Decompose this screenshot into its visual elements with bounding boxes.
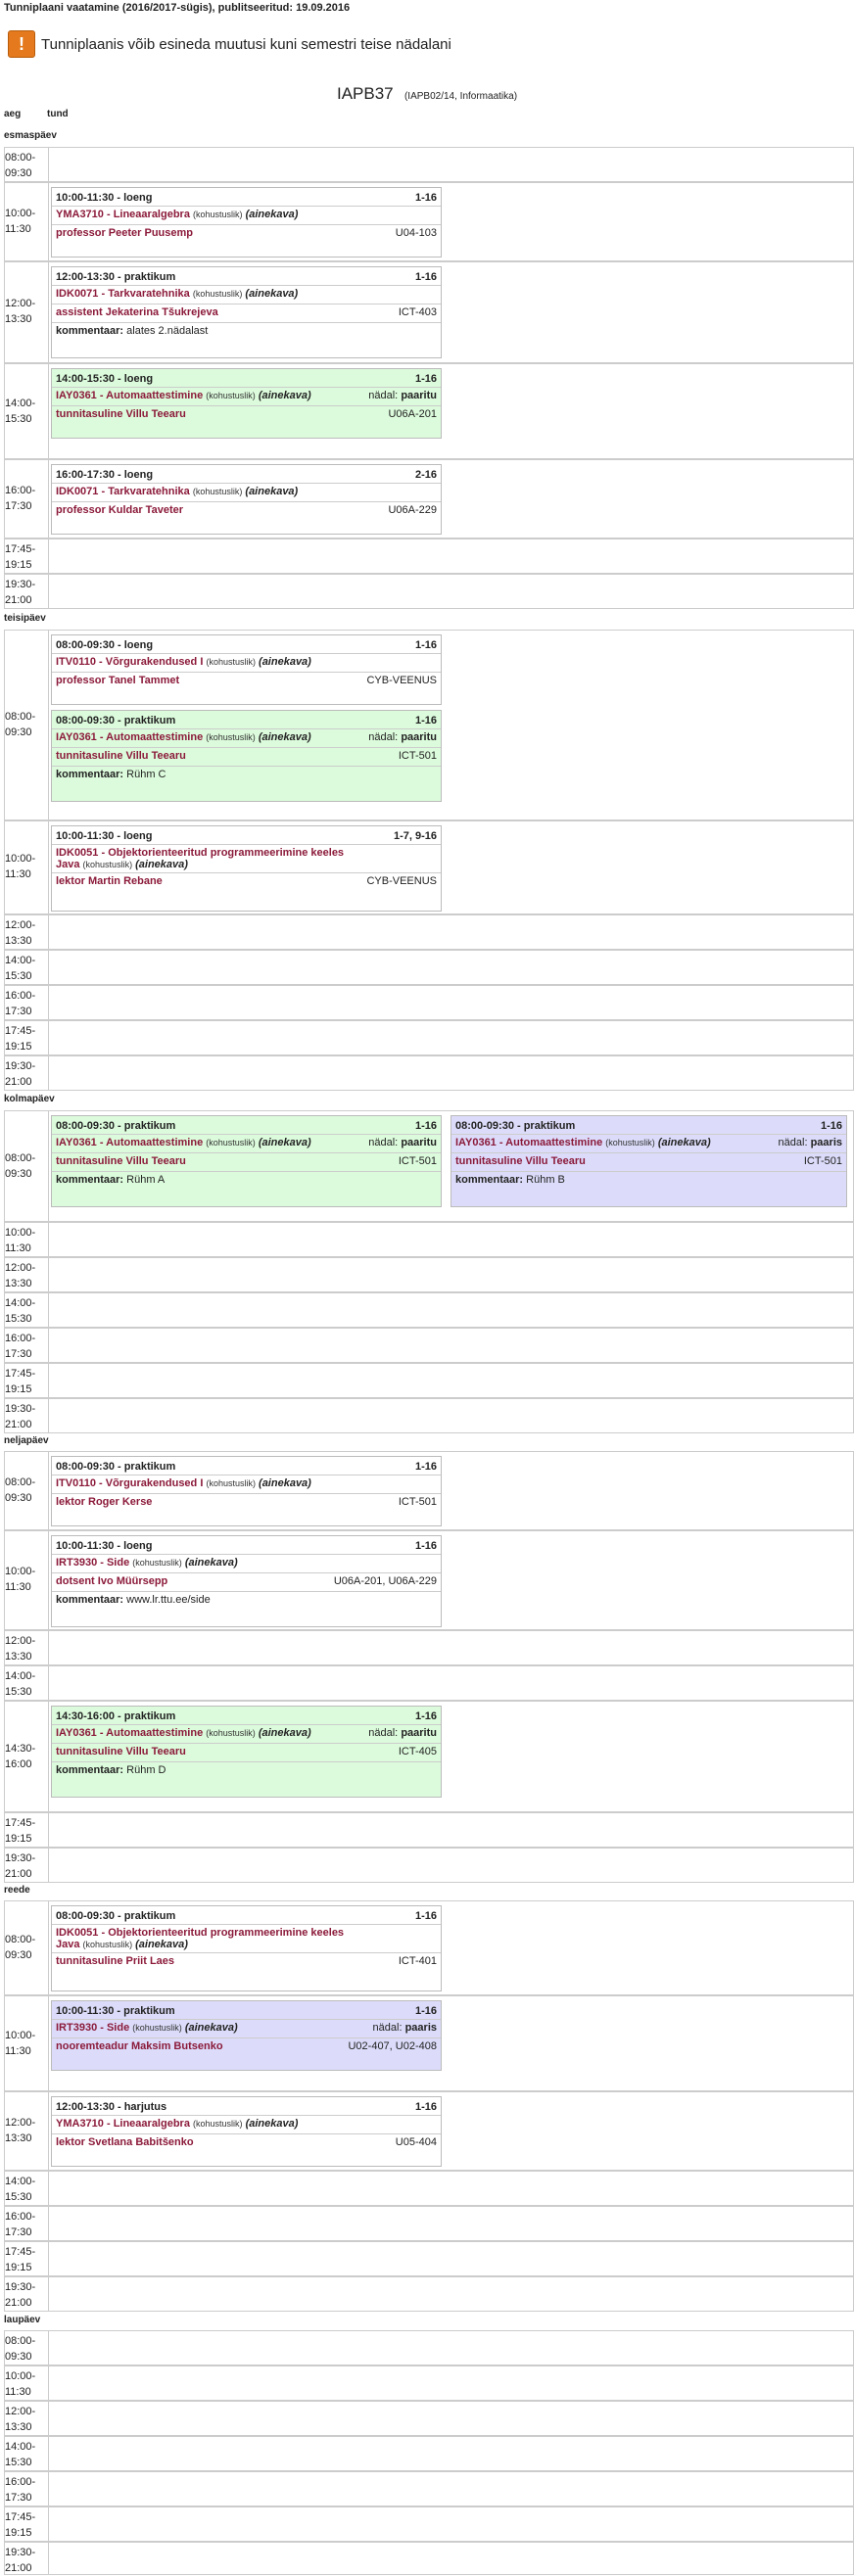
time-row bbox=[4, 914, 854, 950]
notice-text: Tunniplaanis võib esineda muutusi kuni semestri teise nädalani bbox=[41, 35, 451, 53]
time-row bbox=[4, 985, 854, 1020]
comment: alates 2.nädalast bbox=[126, 325, 209, 337]
time-label: 10:00- 11:30 bbox=[5, 1566, 36, 1593]
room: U05-404 bbox=[395, 2136, 437, 2148]
teacher-link[interactable]: lektor Martin Rebane bbox=[56, 875, 163, 887]
lesson-card[interactable]: 16:00-17:30 - loeng 2-16 IDK0071 - Tarkvaratehnika (kohustuslik) (ainekava) professor Kuldar Taveter U06A-229 bbox=[51, 464, 442, 535]
time-label: 12:00- 13:30 bbox=[5, 1635, 36, 1663]
time-label: 14:00- 15:30 bbox=[5, 1297, 36, 1325]
room: CYB-VEENUS bbox=[366, 675, 437, 686]
course-link[interactable]: IAY0361 - Automaattestimine bbox=[56, 731, 204, 743]
course-plan-link[interactable]: (ainekava) bbox=[245, 2118, 299, 2130]
course-plan-link[interactable]: (ainekava) bbox=[135, 1939, 188, 1950]
course-link[interactable]: IAY0361 - Automaattestimine bbox=[56, 1727, 204, 1739]
page-header: Tunniplaani vaatamine (2016/2017-sügis), publitseeritud: 19.09.2016 bbox=[4, 2, 351, 14]
teacher-link[interactable]: dotsent Ivo Müürsepp bbox=[56, 1575, 168, 1587]
day-header-monday: esmaspäev bbox=[4, 130, 57, 141]
time-label: 14:00- 15:30 bbox=[5, 2441, 36, 2468]
course-link[interactable]: ITV0110 - Võrgurakendused I bbox=[56, 656, 204, 668]
time-label: 14:00- 15:30 bbox=[5, 2176, 36, 2203]
time-row bbox=[4, 1848, 854, 1883]
column-time: aeg bbox=[4, 109, 22, 119]
time-row bbox=[4, 1995, 854, 2091]
time-row bbox=[4, 261, 854, 363]
time-row bbox=[4, 1900, 854, 1995]
room: CYB-VEENUS bbox=[366, 875, 437, 887]
time-row bbox=[4, 1812, 854, 1848]
time-row bbox=[4, 1292, 854, 1328]
time-row bbox=[4, 2276, 854, 2312]
teacher-link[interactable]: nooremteadur Maksim Butsenko bbox=[56, 2040, 223, 2052]
week-parity: paaris bbox=[810, 1137, 842, 1148]
room: ICT-501 bbox=[398, 750, 437, 762]
time-label: 08:00- 09:30 bbox=[5, 1934, 36, 1961]
comment-link[interactable]: www.lr.ttu.ee/side bbox=[126, 1594, 211, 1606]
time-label: 19:30- 21:00 bbox=[5, 1060, 36, 1088]
time-label: 10:00- 11:30 bbox=[5, 853, 36, 880]
time-row bbox=[4, 182, 854, 261]
teacher-link[interactable]: lektor Svetlana Babitšenko bbox=[56, 2136, 194, 2148]
time-row bbox=[4, 2091, 854, 2171]
time-label: 17:45- 19:15 bbox=[5, 2246, 36, 2273]
time-row bbox=[4, 539, 854, 574]
time-row bbox=[4, 1110, 854, 1222]
time-label: 19:30- 21:00 bbox=[5, 1403, 36, 1430]
course-link[interactable]: IRT3930 - Side bbox=[56, 1557, 130, 1569]
teacher-link[interactable]: professor Tanel Tammet bbox=[56, 675, 180, 686]
lesson-card[interactable]: 08:00-09:30 - praktikum 1-16 IAY0361 - Automaattestimine (kohustuslik) (ainekava) nädal: paaritu tunnitasuline Villu Teearu ICT-501 kommentaar: Rühm C bbox=[51, 710, 442, 802]
course-link[interactable]: IAY0361 - Automaattestimine bbox=[56, 1137, 204, 1148]
lesson-card[interactable]: 08:00-09:30 - loeng 1-16 ITV0110 - Võrgurakendused I (kohustuslik) (ainekava) professor Tanel Tammet CYB-VEENUS bbox=[51, 634, 442, 705]
course-plan-link[interactable]: (ainekava) bbox=[135, 859, 188, 870]
room: ICT-403 bbox=[398, 306, 437, 318]
notice-banner bbox=[8, 27, 451, 61]
time-label: 17:45- 19:15 bbox=[5, 2511, 36, 2539]
time-row bbox=[4, 2506, 854, 2542]
comment: Rühm A bbox=[126, 1174, 166, 1186]
time-label: 14:00- 15:30 bbox=[5, 1670, 36, 1698]
time-label: 10:00- 11:30 bbox=[5, 1227, 36, 1254]
teacher-link[interactable]: tunnitasuline Villu Teearu bbox=[56, 1155, 186, 1167]
course-plan-link[interactable]: (ainekava) bbox=[184, 1557, 238, 1569]
week-parity: paaritu bbox=[401, 731, 437, 743]
time-row bbox=[4, 2330, 854, 2365]
lesson-card[interactable]: 10:00-11:30 - loeng 1-16 YMA3710 - Lineaaralgebra (kohustuslik) (ainekava) professor Peeter Puusemp U04-103 bbox=[51, 187, 442, 258]
course-link[interactable]: IDK0051 - Objektorienteeritud programmeerimine keeles Java bbox=[56, 1927, 345, 1950]
time-row bbox=[4, 2542, 854, 2575]
course-plan-link[interactable]: (ainekava) bbox=[245, 288, 299, 300]
room: ICT-501 bbox=[398, 1155, 437, 1167]
group-subtitle: (IAPB02/14, Informaatika) bbox=[403, 91, 518, 102]
teacher-link[interactable]: tunnitasuline Villu Teearu bbox=[56, 408, 186, 420]
time-label: 08:00- 09:30 bbox=[5, 152, 36, 179]
time-label: 19:30- 21:00 bbox=[5, 2547, 36, 2574]
course-plan-link[interactable]: (ainekava) bbox=[657, 1137, 711, 1148]
time-row bbox=[4, 1328, 854, 1363]
time-row bbox=[4, 2206, 854, 2241]
course-link[interactable]: IAY0361 - Automaattestimine bbox=[56, 390, 204, 401]
time-label: 12:00- 13:30 bbox=[5, 919, 36, 947]
course-link[interactable]: YMA3710 - Lineaaralgebra bbox=[56, 209, 190, 220]
time-label: 08:00- 09:30 bbox=[5, 711, 36, 738]
day-header-thursday: neljapäev bbox=[4, 1435, 49, 1446]
course-plan-link[interactable]: (ainekava) bbox=[258, 1137, 311, 1148]
teacher-link[interactable]: lektor Roger Kerse bbox=[56, 1496, 153, 1508]
lesson-card[interactable]: 12:00-13:30 - praktikum 1-16 IDK0071 - Tarkvaratehnika (kohustuslik) (ainekava) assistent Jekaterina Tšukrejeva ICT-403 kommentaar: alates 2.nädalast bbox=[51, 266, 442, 358]
time-label: 16:00- 17:30 bbox=[5, 990, 36, 1017]
day-header-wednesday: kolmapäev bbox=[4, 1094, 55, 1104]
time-label: 19:30- 21:00 bbox=[5, 1852, 36, 1880]
time-label: 17:45- 19:15 bbox=[5, 543, 36, 571]
course-link[interactable]: IDK0071 - Tarkvaratehnika bbox=[56, 486, 190, 497]
time-label: 08:00- 09:30 bbox=[5, 2335, 36, 2363]
time-row bbox=[4, 2471, 854, 2506]
time-label: 17:45- 19:15 bbox=[5, 1025, 36, 1053]
comment: Rühm B bbox=[526, 1174, 565, 1186]
warning-icon: ! bbox=[8, 30, 35, 58]
course-plan-link[interactable]: (ainekava) bbox=[245, 486, 299, 497]
time-label: 16:00- 17:30 bbox=[5, 2211, 36, 2238]
lesson-card[interactable]: 10:00-11:30 - loeng 1-7, 9-16 IDK0051 - Objektorienteeritud programmeerimine keeles Java (kohustuslik) (ainekava) lektor Martin Rebane CYB-VEENUS bbox=[51, 825, 442, 912]
time-row bbox=[4, 363, 854, 459]
course-plan-link[interactable]: (ainekava) bbox=[258, 1727, 311, 1739]
lesson-card[interactable]: 10:00-11:30 - praktikum 1-16 IRT3930 - Side (kohustuslik) (ainekava) nädal: paaris nooremteadur Maksim Butsenko U02-407, U02-408 bbox=[51, 2000, 442, 2071]
lesson-card[interactable]: 08:00-09:30 - praktikum 1-16 IAY0361 - Automaattestimine (kohustuslik) (ainekava) nädal: paaritu tunnitasuline Villu Teearu ICT-501 kommentaar: Rühm A bbox=[51, 1115, 442, 1207]
time-row bbox=[4, 459, 854, 539]
page-title bbox=[0, 84, 854, 104]
time-label: 10:00- 11:30 bbox=[5, 2370, 36, 2398]
time-label: 08:00- 09:30 bbox=[5, 1152, 36, 1180]
time-row bbox=[4, 1665, 854, 1701]
course-plan-link[interactable]: (ainekava) bbox=[245, 209, 299, 220]
time-label: 16:00- 17:30 bbox=[5, 1333, 36, 1360]
time-row bbox=[4, 1630, 854, 1665]
course-plan-link[interactable]: (ainekava) bbox=[258, 390, 311, 401]
column-lesson: tund bbox=[47, 109, 69, 119]
time-row bbox=[4, 1530, 854, 1630]
room: ICT-405 bbox=[398, 1746, 437, 1757]
time-row bbox=[4, 1701, 854, 1812]
time-label: 10:00- 11:30 bbox=[5, 208, 36, 235]
room: U04-103 bbox=[395, 227, 437, 239]
time-label: 12:00- 13:30 bbox=[5, 1262, 36, 1289]
comment: Rühm C bbox=[126, 769, 166, 780]
teacher-link[interactable]: tunnitasuline Villu Teearu bbox=[56, 750, 186, 762]
time-row bbox=[4, 820, 854, 914]
course-plan-link[interactable]: (ainekava) bbox=[258, 731, 311, 743]
room: ICT-401 bbox=[398, 1955, 437, 1967]
time-row bbox=[4, 1363, 854, 1398]
time-row bbox=[4, 1451, 854, 1530]
course-link[interactable]: IRT3930 - Side bbox=[56, 2022, 130, 2034]
time-label: 16:00- 17:30 bbox=[5, 2476, 36, 2504]
lesson-card[interactable]: 08:00-09:30 - praktikum 1-16 ITV0110 - Võrgurakendused I (kohustuslik) (ainekava) lektor Roger Kerse ICT-501 bbox=[51, 1456, 442, 1526]
day-header-saturday: laupäev bbox=[4, 2315, 41, 2325]
course-link[interactable]: IDK0051 - Objektorienteeritud programmeerimine keeles Java bbox=[56, 847, 345, 870]
time-label: 17:45- 19:15 bbox=[5, 1817, 36, 1845]
comment: Rühm D bbox=[126, 1764, 166, 1776]
time-row bbox=[4, 574, 854, 609]
time-row bbox=[4, 630, 854, 820]
week-parity: paaris bbox=[404, 2022, 437, 2034]
lesson-card[interactable]: 10:00-11:30 - loeng 1-16 IRT3930 - Side (kohustuslik) (ainekava) dotsent Ivo Müürsepp U06A-201, U06A-229 kommentaar: www.lr.ttu.ee/side bbox=[51, 1535, 442, 1627]
teacher-link[interactable]: professor Kuldar Taveter bbox=[56, 504, 184, 516]
time-label: 12:00- 13:30 bbox=[5, 298, 36, 325]
time-label: 12:00- 13:30 bbox=[5, 2406, 36, 2433]
time-label: 19:30- 21:00 bbox=[5, 579, 36, 606]
room: U06A-229 bbox=[388, 504, 437, 516]
time-label: 16:00- 17:30 bbox=[5, 485, 36, 512]
course-link[interactable]: ITV0110 - Võrgurakendused I bbox=[56, 1477, 204, 1489]
room: U06A-201, U06A-229 bbox=[333, 1575, 437, 1587]
course-plan-link[interactable]: (ainekava) bbox=[184, 2022, 238, 2034]
time-row bbox=[4, 1020, 854, 1055]
time-label: 14:00- 15:30 bbox=[5, 398, 36, 425]
time-label: 10:00- 11:30 bbox=[5, 2030, 36, 2057]
time-label: 19:30- 21:00 bbox=[5, 2281, 36, 2309]
time-row bbox=[4, 1055, 854, 1091]
room: U06A-201 bbox=[388, 408, 437, 420]
teacher-link[interactable]: tunnitasuline Villu Teearu bbox=[455, 1155, 586, 1167]
time-label: 08:00- 09:30 bbox=[5, 1476, 36, 1504]
course-plan-link[interactable]: (ainekava) bbox=[259, 656, 311, 668]
time-row bbox=[4, 950, 854, 985]
time-row bbox=[4, 1257, 854, 1292]
room: ICT-501 bbox=[803, 1155, 842, 1167]
teacher-link[interactable]: assistent Jekaterina Tšukrejeva bbox=[56, 306, 218, 318]
time-row bbox=[4, 147, 854, 182]
teacher-link[interactable]: professor Peeter Puusemp bbox=[56, 227, 193, 239]
teacher-link[interactable]: tunnitasuline Villu Teearu bbox=[56, 1746, 186, 1757]
room: ICT-501 bbox=[398, 1496, 437, 1508]
course-link[interactable]: IDK0071 - Tarkvaratehnika bbox=[56, 288, 190, 300]
time-label: 14:30- 16:00 bbox=[5, 1743, 36, 1770]
time-row bbox=[4, 2365, 854, 2401]
week-parity: paaritu bbox=[401, 1727, 437, 1739]
time-label: 12:00- 13:30 bbox=[5, 2117, 36, 2144]
time-row bbox=[4, 1222, 854, 1257]
time-row bbox=[4, 2241, 854, 2276]
course-plan-link[interactable]: (ainekava) bbox=[259, 1477, 311, 1489]
time-label: 17:45- 19:15 bbox=[5, 1368, 36, 1395]
day-header-tuesday: teisipäev bbox=[4, 613, 46, 624]
lesson-card[interactable]: 08:00-09:30 - praktikum 1-16 IAY0361 - Automaattestimine (kohustuslik) (ainekava) nädal: paaris tunnitasuline Villu Teearu ICT-501 kommentaar: Rühm B bbox=[451, 1115, 847, 1207]
week-parity: paaritu bbox=[401, 1137, 437, 1148]
lesson-card[interactable]: 08:00-09:30 - praktikum 1-16 IDK0051 - Objektorienteeritud programmeerimine keeles Java (kohustuslik) (ainekava) tunnitasuline Priit Laes ICT-401 bbox=[51, 1905, 442, 1991]
course-link[interactable]: YMA3710 - Lineaaralgebra bbox=[56, 2118, 190, 2130]
day-header-friday: reede bbox=[4, 1885, 30, 1896]
group-code: IAPB37 bbox=[336, 84, 394, 103]
room: U02-407, U02-408 bbox=[348, 2040, 437, 2052]
teacher-link[interactable]: tunnitasuline Priit Laes bbox=[56, 1955, 175, 1967]
time-row bbox=[4, 2401, 854, 2436]
course-link[interactable]: IAY0361 - Automaattestimine bbox=[455, 1137, 603, 1148]
lesson-card[interactable]: 14:30-16:00 - praktikum 1-16 IAY0361 - Automaattestimine (kohustuslik) (ainekava) nädal: paaritu tunnitasuline Villu Teearu ICT-405 kommentaar: Rühm D bbox=[51, 1706, 442, 1798]
time-row bbox=[4, 2436, 854, 2471]
week-parity: paaritu bbox=[401, 390, 437, 401]
time-row bbox=[4, 2171, 854, 2206]
lesson-card[interactable]: 12:00-13:30 - harjutus 1-16 YMA3710 - Lineaaralgebra (kohustuslik) (ainekava) lektor Svetlana Babitšenko U05-404 bbox=[51, 2096, 442, 2167]
time-label: 14:00- 15:30 bbox=[5, 955, 36, 982]
lesson-card[interactable]: 14:00-15:30 - loeng 1-16 IAY0361 - Automaattestimine (kohustuslik) (ainekava) nädal: paaritu tunnitasuline Villu Teearu U06A-201 bbox=[51, 368, 442, 439]
time-row bbox=[4, 1398, 854, 1433]
